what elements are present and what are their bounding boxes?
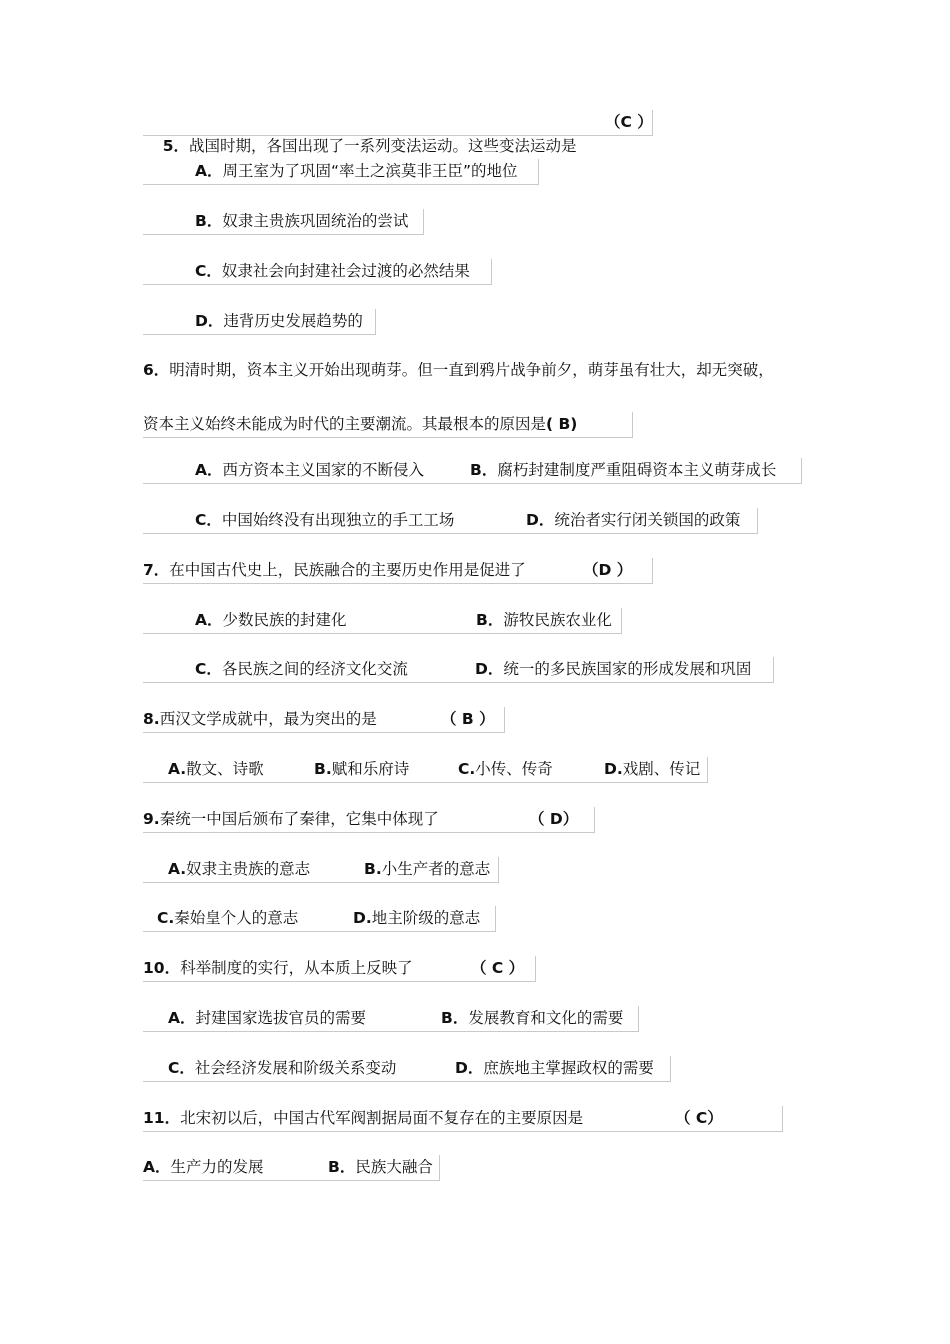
question-stem: 北宋初以后，中国古代军阀割据局面不复存在的主要原因是 <box>180 1109 584 1127</box>
option-text: 西方资本主义国家的不断侵入 <box>222 461 425 479</box>
option-text: 戏剧、传记 <box>622 760 701 778</box>
option-text: 发展教育和文化的需要 <box>468 1009 624 1027</box>
option-text: 封建国家选拔官员的需要 <box>195 1009 367 1027</box>
option-text: 奴隶主贵族的意志 <box>186 860 311 878</box>
option-label: D． <box>455 1059 484 1077</box>
question-10-options-cd <box>143 1056 671 1082</box>
question-6-stem-line1 <box>143 358 806 384</box>
question-number: 5． <box>162 137 190 155</box>
question-5-option-a <box>143 159 539 185</box>
question-7-options-cd <box>143 657 774 683</box>
option-label: D． <box>475 660 504 678</box>
option-text: 民族大融合 <box>355 1158 433 1176</box>
option-label: D． <box>195 312 224 330</box>
option-text: 庶族地主掌握政权的需要 <box>483 1059 654 1077</box>
option-text: 小生产者的意志 <box>381 860 491 878</box>
option-text: 奴隶社会向封建社会过渡的必然结果 <box>221 262 470 280</box>
option-label: B． <box>195 212 223 230</box>
question-5-stem <box>143 110 653 155</box>
question-stem: 西汉文学成就中，最为突出的是 <box>159 710 377 728</box>
question-stem: 明清时期，资本主义开始出现萌芽。但一直到鸦片战争前夕，萌芽虽有壮大，却无突破， <box>169 361 774 379</box>
question-number: 7． <box>143 561 170 579</box>
question-5-option-b <box>143 209 424 235</box>
answer: （ B ） <box>441 710 495 728</box>
option-label: C. <box>157 909 175 927</box>
option-text: 统治者实行闭关锁国的政策 <box>554 511 741 529</box>
question-5-option-c <box>143 259 492 285</box>
option-label: C． <box>195 511 222 529</box>
question-stem: 战国时期，各国出现了一系列变法运动。这些变法运动是 <box>189 137 577 155</box>
option-label: D． <box>526 511 555 529</box>
question-11-options-ab <box>143 1155 440 1181</box>
option-label: B. <box>364 860 382 878</box>
answer: （ D） <box>529 810 579 828</box>
question-8-stem <box>143 707 505 733</box>
question-stem: 资本主义始终未能成为时代的主要潮流。其最根本的原因是 <box>143 415 547 433</box>
question-stem: 秦统一中国后颁布了秦律，它集中体现了 <box>159 810 439 828</box>
option-text: 游牧民族农业化 <box>503 611 612 629</box>
option-text: 散文、诗歌 <box>186 760 264 778</box>
answer: （ C ） <box>471 959 525 977</box>
option-text: 周王室为了巩固“率土之滨莫非王臣”的地位 <box>222 162 518 180</box>
option-label: B． <box>441 1009 469 1027</box>
option-label: D. <box>604 760 623 778</box>
question-10-stem <box>143 956 536 982</box>
question-9-stem <box>143 807 595 833</box>
answer: ( B) <box>546 415 578 433</box>
option-label: C. <box>458 760 476 778</box>
question-11-stem <box>143 1106 783 1132</box>
option-text: 赋和乐府诗 <box>331 760 410 778</box>
question-number: 9. <box>143 810 160 828</box>
answer: （D ） <box>583 561 633 579</box>
question-9-options-ab <box>143 857 499 883</box>
question-6-options-cd <box>143 508 758 534</box>
question-9-options-cd <box>143 906 496 932</box>
question-10-options-ab <box>143 1006 639 1032</box>
option-label: B． <box>470 461 498 479</box>
question-stem: 在中国古代史上，民族融合的主要历史作用是促进了 <box>169 561 526 579</box>
option-label: A． <box>195 162 223 180</box>
question-7-stem <box>143 558 653 584</box>
option-label: A． <box>195 461 223 479</box>
option-text: 社会经济发展和阶级关系变动 <box>194 1059 397 1077</box>
option-text: 少数民族的封建化 <box>222 611 347 629</box>
question-number: 10． <box>143 959 181 977</box>
question-number: 11． <box>143 1109 181 1127</box>
option-label: C． <box>168 1059 195 1077</box>
option-label: A． <box>168 1009 196 1027</box>
option-text: 各民族之间的经济文化交流 <box>221 660 408 678</box>
question-number: 8. <box>143 710 160 728</box>
option-label: B. <box>314 760 332 778</box>
option-label: A. <box>168 860 187 878</box>
option-text: 统一的多民族国家的形成发展和巩固 <box>503 660 752 678</box>
question-8-options <box>143 757 708 783</box>
question-7-options-ab <box>143 608 622 634</box>
question-6-options-ab <box>143 458 802 484</box>
option-text: 生产力的发展 <box>170 1158 264 1176</box>
option-label: B． <box>328 1158 356 1176</box>
option-label: A. <box>168 760 187 778</box>
option-label: D. <box>353 909 372 927</box>
option-label: A． <box>195 611 223 629</box>
question-6-stem-line2 <box>143 412 633 438</box>
question-5-option-d <box>143 309 376 335</box>
option-label: A． <box>143 1158 171 1176</box>
question-stem: 科举制度的实行，从本质上反映了 <box>180 959 413 977</box>
option-text: 小传、传奇 <box>475 760 553 778</box>
option-label: C． <box>195 660 222 678</box>
answer: （C ） <box>605 113 653 131</box>
option-text: 地主阶级的意志 <box>371 909 481 927</box>
option-text: 违背历史发展趋势的 <box>223 312 363 330</box>
answer: （ C） <box>675 1109 723 1127</box>
question-number: 6． <box>143 361 170 379</box>
option-text: 奴隶主贵族巩固统治的尝试 <box>222 212 409 230</box>
option-label: C． <box>195 262 222 280</box>
option-text: 腐朽封建制度严重阻碍资本主义萌芽成长 <box>497 461 777 479</box>
option-text: 中国始终没有出现独立的手工工场 <box>221 511 455 529</box>
option-label: B． <box>476 611 504 629</box>
option-text: 秦始皇个人的意志 <box>174 909 299 927</box>
